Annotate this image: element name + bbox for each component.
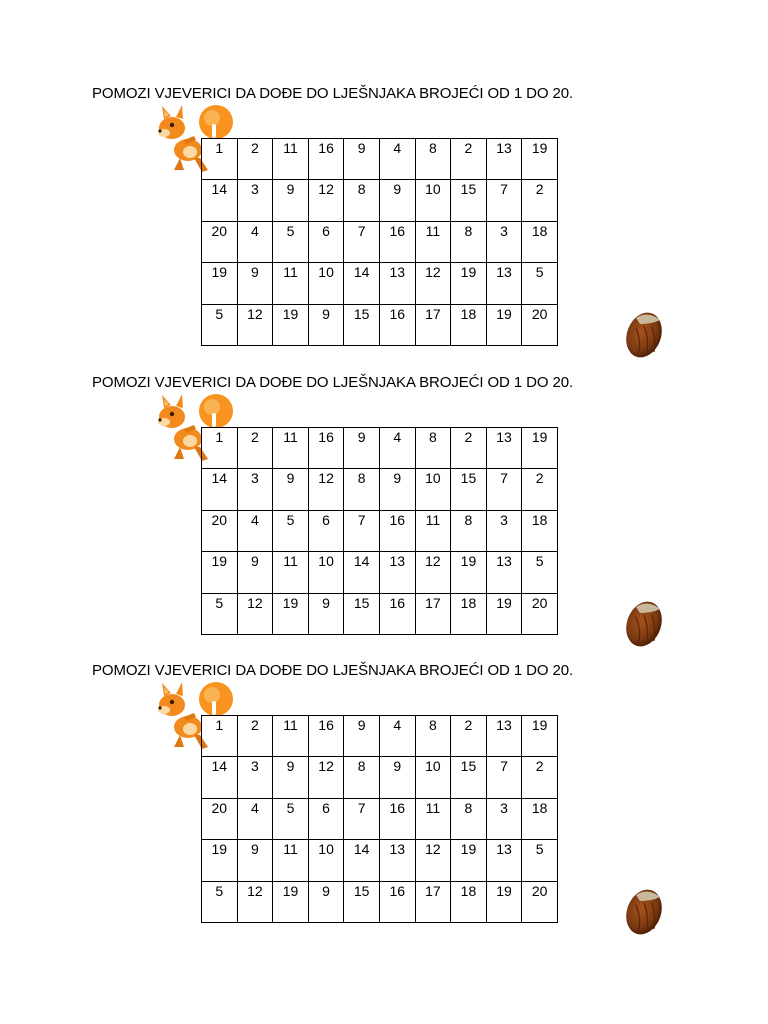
grid-cell: 2	[237, 428, 273, 469]
grid-cell: 9	[344, 139, 380, 180]
grid-cell: 19	[202, 263, 238, 304]
grid-cell: 14	[202, 180, 238, 221]
grid-cell: 3	[237, 757, 273, 798]
grid-cell: 13	[379, 840, 415, 881]
grid-cell: 10	[308, 552, 344, 593]
grid-row	[202, 221, 558, 262]
grid-cell: 18	[522, 798, 558, 839]
worksheet-section	[0, 0, 768, 322]
grid-cell: 9	[379, 180, 415, 221]
grid-cell: 16	[379, 221, 415, 262]
grid-cell: 11	[273, 139, 309, 180]
grid-cell: 11	[273, 552, 309, 593]
grid-cell: 18	[522, 221, 558, 262]
grid-cell: 12	[237, 881, 273, 922]
grid-cell: 10	[415, 469, 451, 510]
grid-cell: 5	[202, 304, 238, 345]
grid-cell: 13	[486, 840, 522, 881]
grid-cell: 8	[415, 139, 451, 180]
grid-cell: 9	[344, 716, 380, 757]
instruction-text: POMOZI VJEVERICI DA DOĐE DO LJEŠNJAKA BROJEĆI OD 1 DO 20.	[92, 662, 574, 679]
grid-cell: 13	[486, 428, 522, 469]
grid-cell: 2	[237, 139, 273, 180]
grid-cell: 8	[344, 469, 380, 510]
grid-cell: 19	[202, 840, 238, 881]
grid-cell: 14	[344, 263, 380, 304]
grid-cell: 12	[308, 757, 344, 798]
grid-cell: 13	[379, 263, 415, 304]
grid-row	[202, 798, 558, 839]
grid-cell: 20	[522, 304, 558, 345]
grid-cell: 8	[344, 757, 380, 798]
grid-cell: 13	[379, 552, 415, 593]
grid-cell: 10	[308, 263, 344, 304]
grid-cell: 8	[415, 716, 451, 757]
grid-cell: 16	[379, 798, 415, 839]
grid-cell: 20	[202, 221, 238, 262]
grid-cell: 8	[451, 510, 487, 551]
grid-cell: 16	[308, 139, 344, 180]
grid-cell: 3	[237, 469, 273, 510]
grid-cell: 19	[522, 428, 558, 469]
grid-cell: 19	[522, 716, 558, 757]
grid-cell: 16	[379, 304, 415, 345]
grid-cell: 16	[379, 510, 415, 551]
grid-cell: 19	[273, 881, 309, 922]
number-grid	[201, 715, 558, 923]
grid-cell: 4	[379, 716, 415, 757]
grid-cell: 9	[308, 593, 344, 634]
grid-cell: 2	[451, 428, 487, 469]
grid-cell: 19	[486, 881, 522, 922]
grid-cell: 2	[522, 757, 558, 798]
grid-cell: 19	[202, 552, 238, 593]
grid-row	[202, 469, 558, 510]
grid-cell: 16	[308, 716, 344, 757]
grid-cell: 15	[451, 757, 487, 798]
worksheet-section	[0, 289, 768, 611]
grid-cell: 5	[522, 840, 558, 881]
grid-cell: 19	[273, 304, 309, 345]
grid-cell: 3	[486, 221, 522, 262]
grid-cell: 19	[522, 139, 558, 180]
grid-cell: 8	[415, 428, 451, 469]
grid-cell: 11	[415, 510, 451, 551]
grid-cell: 9	[344, 428, 380, 469]
grid-row	[202, 180, 558, 221]
grid-cell: 6	[308, 510, 344, 551]
grid-cell: 16	[308, 428, 344, 469]
grid-cell: 19	[486, 304, 522, 345]
grid-cell: 20	[522, 881, 558, 922]
grid-cell: 19	[486, 593, 522, 634]
grid-cell: 8	[344, 180, 380, 221]
grid-cell: 2	[237, 716, 273, 757]
grid-cell: 13	[486, 139, 522, 180]
grid-cell: 17	[415, 593, 451, 634]
grid-row	[202, 428, 558, 469]
instruction-text: POMOZI VJEVERICI DA DOĐE DO LJEŠNJAKA BROJEĆI OD 1 DO 20.	[92, 374, 574, 391]
grid-cell: 15	[344, 593, 380, 634]
grid-cell: 8	[451, 221, 487, 262]
grid-cell: 6	[308, 798, 344, 839]
grid-cell: 7	[486, 469, 522, 510]
grid-cell: 6	[308, 221, 344, 262]
grid-cell: 12	[415, 840, 451, 881]
grid-cell: 9	[273, 180, 309, 221]
worksheet-section	[0, 577, 768, 899]
grid-cell: 18	[451, 304, 487, 345]
grid-cell: 9	[273, 757, 309, 798]
grid-cell: 12	[237, 304, 273, 345]
grid-cell: 12	[308, 180, 344, 221]
grid-row	[202, 757, 558, 798]
grid-cell: 4	[237, 798, 273, 839]
grid-cell: 17	[415, 304, 451, 345]
grid-cell: 7	[486, 757, 522, 798]
grid-cell: 5	[273, 221, 309, 262]
grid-cell: 15	[451, 469, 487, 510]
grid-cell: 5	[522, 552, 558, 593]
grid-cell: 8	[451, 798, 487, 839]
grid-cell: 10	[415, 180, 451, 221]
grid-cell: 15	[344, 304, 380, 345]
grid-cell: 1	[202, 716, 238, 757]
grid-cell: 14	[344, 552, 380, 593]
grid-cell: 10	[415, 757, 451, 798]
grid-cell: 18	[451, 881, 487, 922]
grid-cell: 1	[202, 139, 238, 180]
grid-cell: 10	[308, 840, 344, 881]
grid-cell: 18	[522, 510, 558, 551]
grid-cell: 14	[202, 757, 238, 798]
grid-cell: 19	[451, 263, 487, 304]
grid-cell: 13	[486, 552, 522, 593]
grid-cell: 11	[273, 840, 309, 881]
grid-cell: 3	[486, 798, 522, 839]
grid-cell: 11	[415, 798, 451, 839]
grid-row	[202, 139, 558, 180]
grid-cell: 9	[308, 304, 344, 345]
grid-cell: 9	[379, 757, 415, 798]
grid-cell: 1	[202, 428, 238, 469]
grid-cell: 13	[486, 263, 522, 304]
grid-cell: 15	[451, 180, 487, 221]
grid-cell: 5	[202, 593, 238, 634]
grid-cell: 20	[202, 510, 238, 551]
grid-row	[202, 840, 558, 881]
grid-cell: 16	[379, 593, 415, 634]
grid-cell: 7	[344, 510, 380, 551]
grid-cell: 17	[415, 881, 451, 922]
grid-cell: 4	[237, 221, 273, 262]
grid-row	[202, 510, 558, 551]
grid-cell: 2	[451, 716, 487, 757]
grid-cell: 12	[415, 263, 451, 304]
grid-cell: 7	[344, 798, 380, 839]
grid-cell: 3	[486, 510, 522, 551]
grid-cell: 14	[202, 469, 238, 510]
grid-cell: 5	[273, 798, 309, 839]
grid-cell: 12	[308, 469, 344, 510]
grid-cell: 2	[451, 139, 487, 180]
instruction-text: POMOZI VJEVERICI DA DOĐE DO LJEŠNJAKA BROJEĆI OD 1 DO 20.	[92, 85, 574, 102]
grid-cell: 9	[237, 840, 273, 881]
grid-cell: 11	[273, 716, 309, 757]
grid-cell: 13	[486, 716, 522, 757]
grid-cell: 5	[202, 881, 238, 922]
grid-cell: 12	[415, 552, 451, 593]
grid-cell: 11	[273, 263, 309, 304]
grid-cell: 12	[237, 593, 273, 634]
grid-cell: 15	[344, 881, 380, 922]
grid-cell: 19	[451, 840, 487, 881]
grid-cell: 19	[273, 593, 309, 634]
grid-cell: 4	[379, 139, 415, 180]
grid-cell: 3	[237, 180, 273, 221]
hazelnut-icon	[622, 885, 666, 937]
grid-cell: 11	[415, 221, 451, 262]
grid-cell: 20	[202, 798, 238, 839]
grid-cell: 20	[522, 593, 558, 634]
grid-cell: 9	[273, 469, 309, 510]
grid-row	[202, 881, 558, 922]
grid-row	[202, 716, 558, 757]
grid-cell: 19	[451, 552, 487, 593]
grid-cell: 5	[273, 510, 309, 551]
grid-cell: 14	[344, 840, 380, 881]
grid-cell: 16	[379, 881, 415, 922]
grid-cell: 9	[308, 881, 344, 922]
grid-cell: 4	[237, 510, 273, 551]
grid-cell: 11	[273, 428, 309, 469]
grid-cell: 18	[451, 593, 487, 634]
grid-cell: 9	[237, 552, 273, 593]
grid-cell: 9	[379, 469, 415, 510]
grid-cell: 2	[522, 180, 558, 221]
grid-cell: 7	[486, 180, 522, 221]
grid-cell: 2	[522, 469, 558, 510]
grid-cell: 7	[344, 221, 380, 262]
grid-cell: 9	[237, 263, 273, 304]
grid-cell: 5	[522, 263, 558, 304]
grid-cell: 4	[379, 428, 415, 469]
